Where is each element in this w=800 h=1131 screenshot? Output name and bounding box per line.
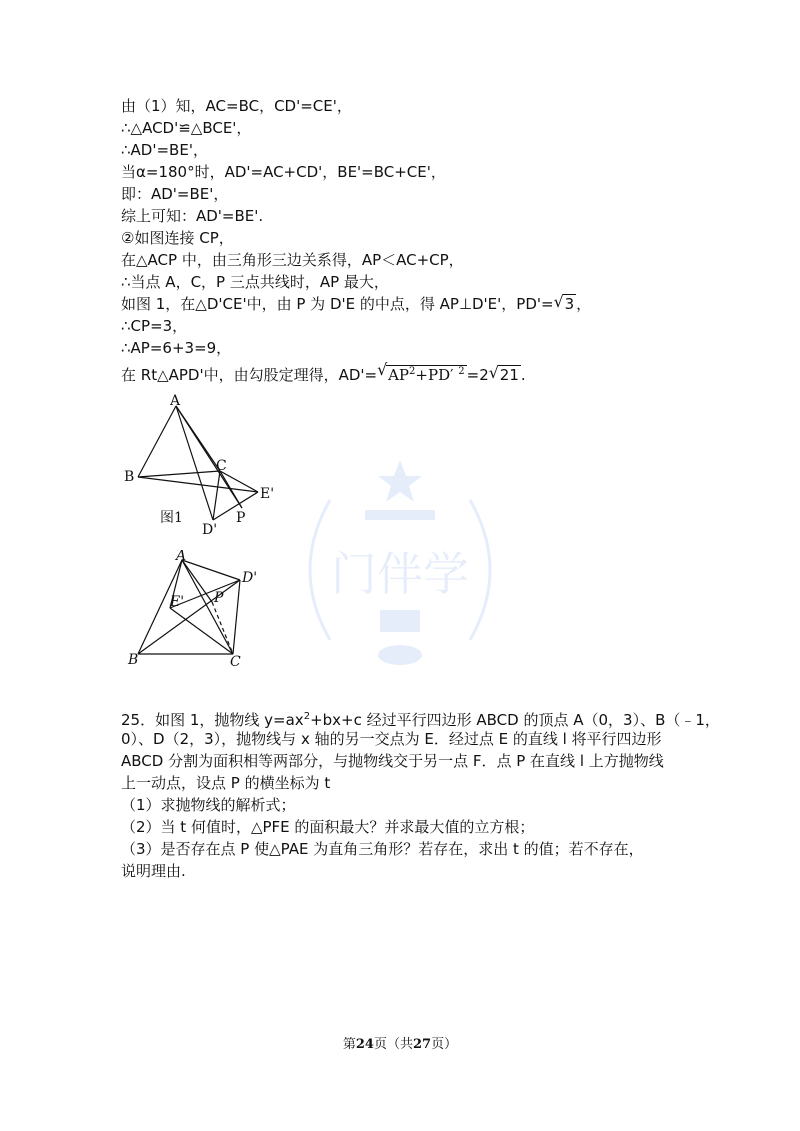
footer-suffix: 页） bbox=[431, 1037, 458, 1052]
fig2-label-p: P bbox=[214, 590, 224, 606]
fig1-line-suffix: ， bbox=[576, 295, 592, 313]
solution-line-4: 当α=180°时，AD'=AC+CD'，BE'=BC+CE'， bbox=[121, 163, 446, 181]
solution-line-6: 综上可知：AD'=BE'. bbox=[121, 207, 264, 225]
solution-line-8: 在△ACP 中，由三角形三边关系得，AP＜AC+CP， bbox=[121, 251, 464, 269]
problem25-line1-a: 25．如图 1，抛物线 y=ax bbox=[121, 711, 304, 729]
problem25-question-3-cont: 说明理由. bbox=[121, 862, 186, 880]
rt-radicand-exp2: 2 bbox=[458, 366, 465, 377]
watermark-logo bbox=[270, 440, 530, 700]
fig1-label-c: C bbox=[216, 458, 227, 474]
rt-line-mid: =2 bbox=[466, 366, 489, 384]
solution-line-ap: ∴AP=6+3=9， bbox=[121, 339, 232, 357]
fig2-label-d: D' bbox=[242, 570, 258, 586]
problem25-line-1 bbox=[121, 707, 720, 730]
solution-line-9: ∴当点 A，C，P 三点共线时，AP 最大， bbox=[121, 273, 389, 291]
solution-line-2: ∴△ACD'≌△BCE'， bbox=[121, 119, 252, 137]
problem25-line-3: ABCD 分割为面积相等两部分，与抛物线交于另一点 F．点 P 在直线 l 上方抛物线 bbox=[121, 752, 664, 770]
fig1-label-e: E' bbox=[260, 486, 275, 502]
sqrt-3: √ 3 bbox=[553, 292, 575, 313]
problem25-line1-exp: 2 bbox=[303, 711, 311, 722]
solution-line-5: 即：AD'=BE'， bbox=[121, 185, 229, 203]
solution-line-cp: ∴CP=3， bbox=[121, 317, 188, 335]
fig1-label-a: A bbox=[170, 393, 181, 409]
fig2-label-a: A bbox=[176, 550, 187, 564]
footer-total-pages: 27 bbox=[413, 1037, 432, 1052]
solution-line-rt bbox=[121, 362, 526, 385]
rt-line-prefix: 在 Rt△APD'中，由勾股定理得，AD'= bbox=[121, 366, 378, 384]
problem25-line1-b: +bx+c 经过平行四边形 ABCD 的顶点 A（0，3）、B（﹣1， bbox=[310, 711, 720, 729]
fig1-label-p: P bbox=[236, 510, 246, 526]
figure-1-diagram bbox=[120, 392, 290, 542]
fig1-label-d: D' bbox=[202, 522, 218, 538]
page-footer bbox=[0, 1033, 800, 1052]
sqrt-21: √ 21 bbox=[488, 363, 519, 384]
fig1-label-b: B bbox=[124, 469, 135, 485]
fig1-caption: 图1 bbox=[160, 510, 183, 526]
fig2-label-e: E' bbox=[170, 594, 185, 610]
figure-2-diagram bbox=[120, 550, 280, 670]
problem25-question-1: （1）求抛物线的解析式； bbox=[121, 796, 296, 814]
solution-line-7: ②如图连接 CP， bbox=[121, 229, 234, 247]
watermark-text: 门伴学 bbox=[331, 547, 469, 601]
footer-prefix: 第 bbox=[342, 1037, 356, 1052]
fig2-label-b: B bbox=[128, 652, 139, 668]
solution-line-1: 由（1）知，AC=BC，CD'=CE'， bbox=[121, 97, 352, 115]
problem25-line-4: 上一动点，设点 P 的横坐标为 t bbox=[121, 774, 331, 792]
problem25-question-3: （3）是否存在点 P 使△PAE 为直角三角形？若存在，求出 t 的值；若不存在， bbox=[121, 840, 644, 858]
rt-radicand-exp1: 2 bbox=[409, 366, 416, 377]
solution-line-3: ∴AD'=BE'， bbox=[121, 141, 208, 159]
sqrt-ap-pd: √ $AP^2+PD'$ $^2$ bbox=[377, 360, 465, 384]
rt-line-suffix: . bbox=[520, 366, 526, 384]
sqrt-3-radicand: 3 bbox=[564, 295, 575, 313]
rt-radicand-ap: AP bbox=[388, 366, 410, 384]
fig2-label-c: C bbox=[230, 654, 241, 670]
rt-radicand-pd: +PD′ bbox=[415, 366, 454, 384]
footer-mid: 页（共 bbox=[373, 1037, 413, 1052]
fig1-line-prefix: 如图 1，在△D'CE'中，由 P 为 D'E 的中点，得 AP⊥D'E'，PD'= bbox=[121, 295, 554, 313]
footer-page-number: 24 bbox=[355, 1037, 374, 1052]
problem25-line-2: 0）、D（2，3），抛物线与 x 轴的另一交点为 E．经过点 E 的直线 l 将平行四边形 bbox=[121, 730, 662, 748]
sqrt-21-radicand: 21 bbox=[499, 366, 519, 384]
solution-line-fig1 bbox=[121, 294, 591, 314]
problem25-question-2: （2）当 t 何值时，△PFE 的面积最大？并求最大值的立方根； bbox=[121, 818, 535, 836]
